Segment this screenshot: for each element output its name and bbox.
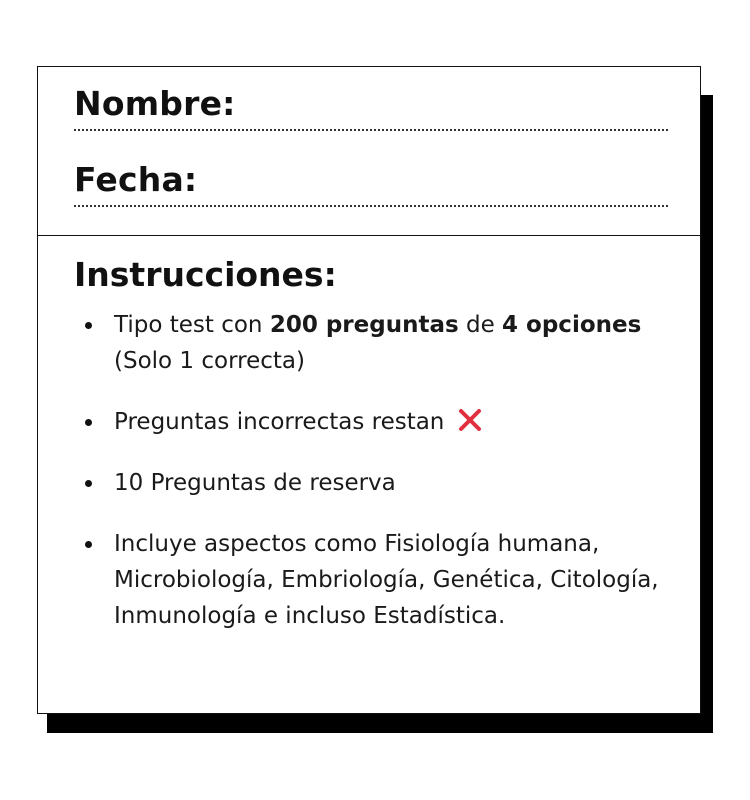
list-item: [74, 465, 684, 501]
exam-card: [37, 66, 701, 714]
list-item: [74, 307, 684, 379]
item3-text: 10 Preguntas de reserva: [114, 470, 396, 496]
instructions-list: [74, 307, 684, 634]
item1-bold-questions: 200 preguntas: [269, 312, 459, 338]
item4-text: Incluye aspectos como Fisiología humana, Microbiología, Embriología, Genética, Citología, Inmunología e incluso Estadística.: [114, 531, 659, 629]
bullet-icon: [85, 419, 92, 426]
bullet-icon: [85, 480, 92, 487]
instructions-section: [74, 253, 684, 659]
bullet-icon: [85, 322, 92, 329]
name-label: Nombre:: [74, 84, 236, 123]
instructions-title: Instrucciones:: [74, 255, 337, 294]
exam-header: [38, 67, 700, 236]
list-item: [74, 404, 684, 440]
date-dotted-line: [74, 205, 668, 207]
item2-text: Preguntas incorrectas restan: [114, 409, 445, 435]
item1-bold-options: 4 opciones: [502, 312, 642, 338]
list-item: [74, 526, 684, 634]
date-field[interactable]: [74, 160, 668, 207]
name-field[interactable]: [74, 84, 668, 131]
item1-text-correct: (Solo 1 correcta): [114, 348, 305, 374]
bullet-icon: [85, 541, 92, 548]
cross-mark-icon: [458, 408, 482, 432]
item1-text: Tipo test con: [114, 312, 270, 338]
name-dotted-line: [74, 129, 668, 131]
date-label: Fecha:: [74, 160, 198, 199]
item1-text-de: de: [458, 312, 503, 338]
